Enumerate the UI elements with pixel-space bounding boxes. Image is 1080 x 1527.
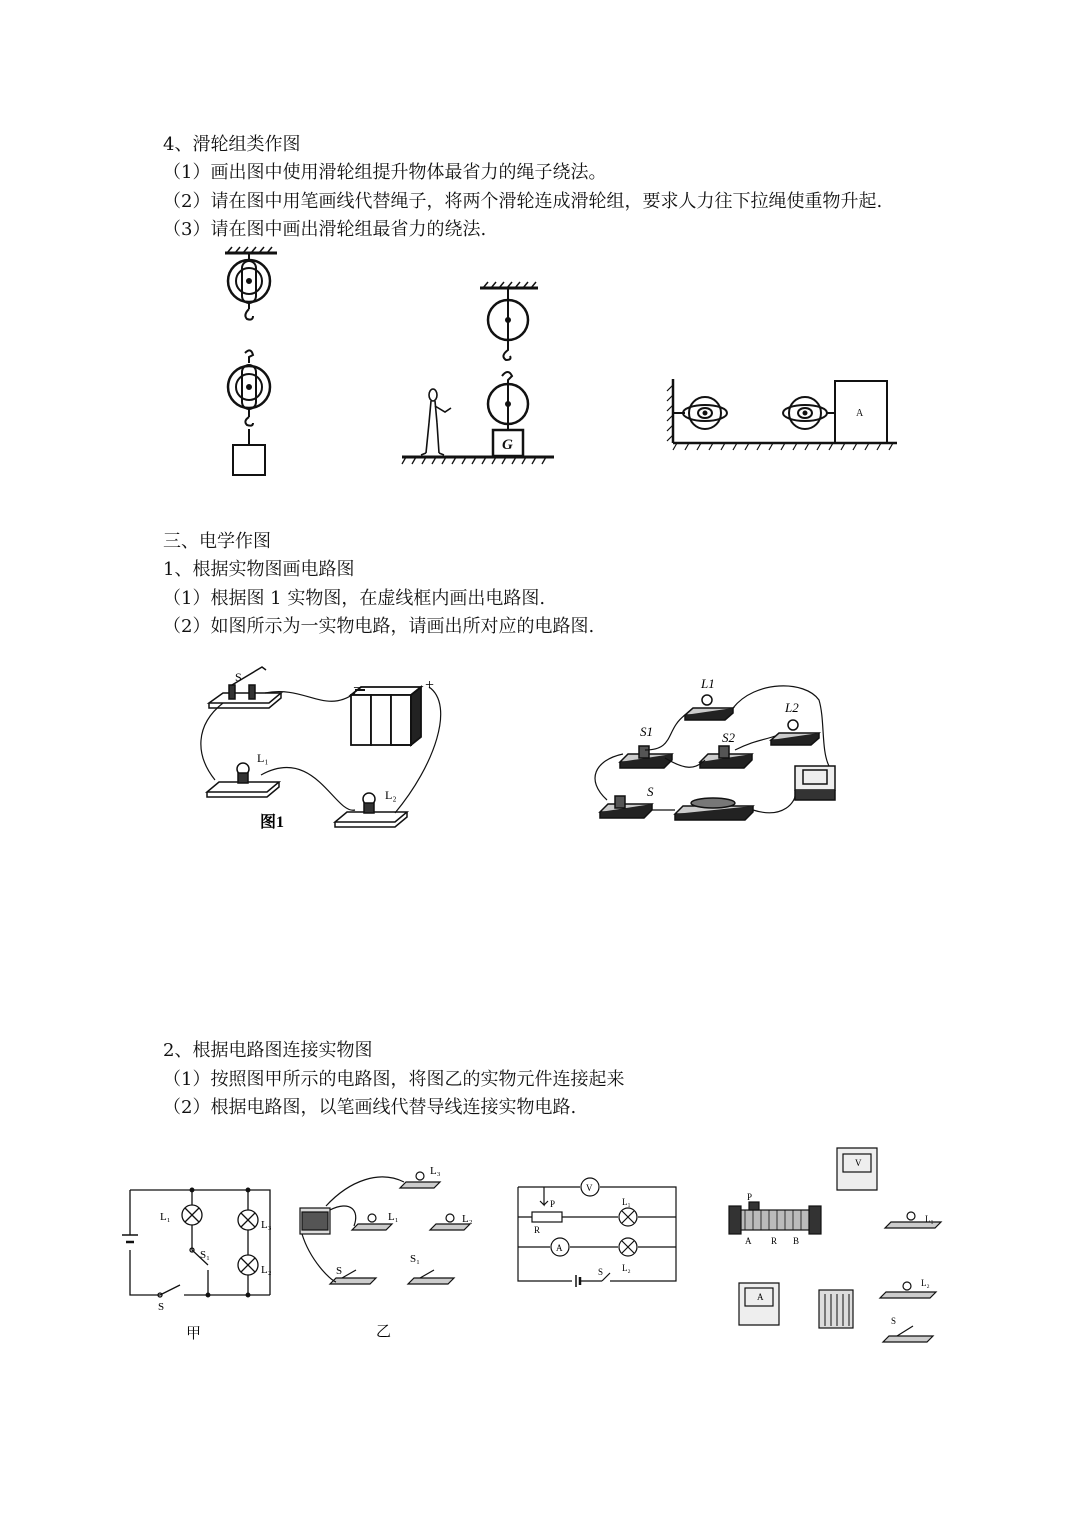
yi-s-label: S	[336, 1265, 343, 1277]
kit-r-label: R	[771, 1236, 778, 1246]
kit-s-label: S	[891, 1316, 897, 1326]
yi-l1-label: L₁	[388, 1211, 399, 1223]
fig1-l1-label: L₁	[257, 751, 269, 765]
fig1-caption: 图1	[260, 814, 285, 831]
circuit-l1-label: L₁	[622, 1197, 631, 1207]
fig1-switch-label: S	[235, 670, 242, 684]
electric-section-title: 三、电学作图	[163, 531, 271, 552]
a-meter-label: A	[556, 1243, 563, 1253]
kit-ammeter-label: A	[757, 1292, 764, 1302]
pulley-figure-2	[398, 278, 558, 468]
jia-l3-label: L₃	[261, 1219, 272, 1231]
physical-circuit-fig2	[585, 670, 855, 830]
jia-caption: 甲	[186, 1326, 202, 1342]
kit-v-label: V	[855, 1158, 862, 1168]
physical-components-yi	[290, 1160, 490, 1345]
fig2-s2-label: S2	[722, 730, 735, 745]
yi-s1-label: S₁	[410, 1253, 420, 1265]
pulley-item-1: （1）画出图中使用滑轮组提升物体最省力的绳子绕法。	[163, 162, 607, 183]
part2-item-2: （2）根据电路图，以笔画线代替导线连接实物电路.	[163, 1097, 577, 1118]
pulley-figure-1	[215, 245, 290, 485]
kit-p-label: P	[747, 1192, 753, 1202]
pulley-item-3: （3）请在图中画出滑轮组最省力的绕法.	[163, 219, 487, 240]
fig2-s1-label: S1	[640, 724, 653, 739]
part1-item-1: （1）根据图 1 实物图，在虚线框内画出电路图.	[163, 588, 546, 609]
circuit-diagram-meters	[510, 1175, 685, 1290]
circuit-l2-label: L₂	[622, 1263, 631, 1273]
yi-caption: 乙	[376, 1324, 392, 1340]
yi-l3-label: L₃	[430, 1165, 441, 1177]
pulley-figure-3	[665, 375, 905, 455]
fig2-l2-label: L2	[785, 700, 799, 715]
fig1-minus-label: −	[353, 680, 363, 697]
p-label: P	[550, 1199, 556, 1209]
part1-item-2: （2）如图所示为一实物电路，请画出所对应的电路图.	[163, 616, 595, 637]
pulley-item-2: （2）请在图中用笔画线代替绳子，将两个滑轮连成滑轮组，要求人力往下拉绳使重物升起.	[163, 191, 883, 212]
r-label: R	[534, 1225, 541, 1235]
weight-g-label: G	[502, 437, 513, 453]
jia-s-label: S	[158, 1301, 165, 1313]
block-a-label: A	[856, 408, 864, 419]
fig1-l2-label: L₂	[385, 788, 397, 802]
v-meter-label: V	[586, 1183, 593, 1193]
circuit-s-label: S	[598, 1267, 604, 1277]
fig2-s-label: S	[647, 784, 654, 799]
part2-item-1: （1）按照图甲所示的电路图，将图乙的实物元件连接起来	[163, 1069, 625, 1090]
jia-s1-label: S₁	[200, 1249, 210, 1261]
part1-heading: 1、根据实物图画电路图	[163, 559, 355, 580]
fig2-l1-label: L1	[701, 676, 715, 691]
physical-circuit-fig1	[195, 665, 465, 835]
part2-heading: 2、根据电路图连接实物图	[163, 1040, 373, 1061]
yi-l2-label: L₂	[462, 1213, 473, 1225]
physical-kit	[725, 1140, 955, 1350]
fig1-plus-label: +	[425, 677, 435, 694]
pulley-heading: 4、滑轮组类作图	[163, 134, 301, 155]
kit-a-label: A	[745, 1236, 752, 1246]
kit-b-label: B	[793, 1236, 800, 1246]
circuit-diagram-jia	[118, 1180, 288, 1345]
jia-l1-label: L₁	[160, 1211, 171, 1223]
jia-l2-label: L₂	[261, 1264, 272, 1276]
kit-l1-label: L₁	[925, 1214, 934, 1224]
kit-l2-label: L₂	[921, 1278, 930, 1288]
